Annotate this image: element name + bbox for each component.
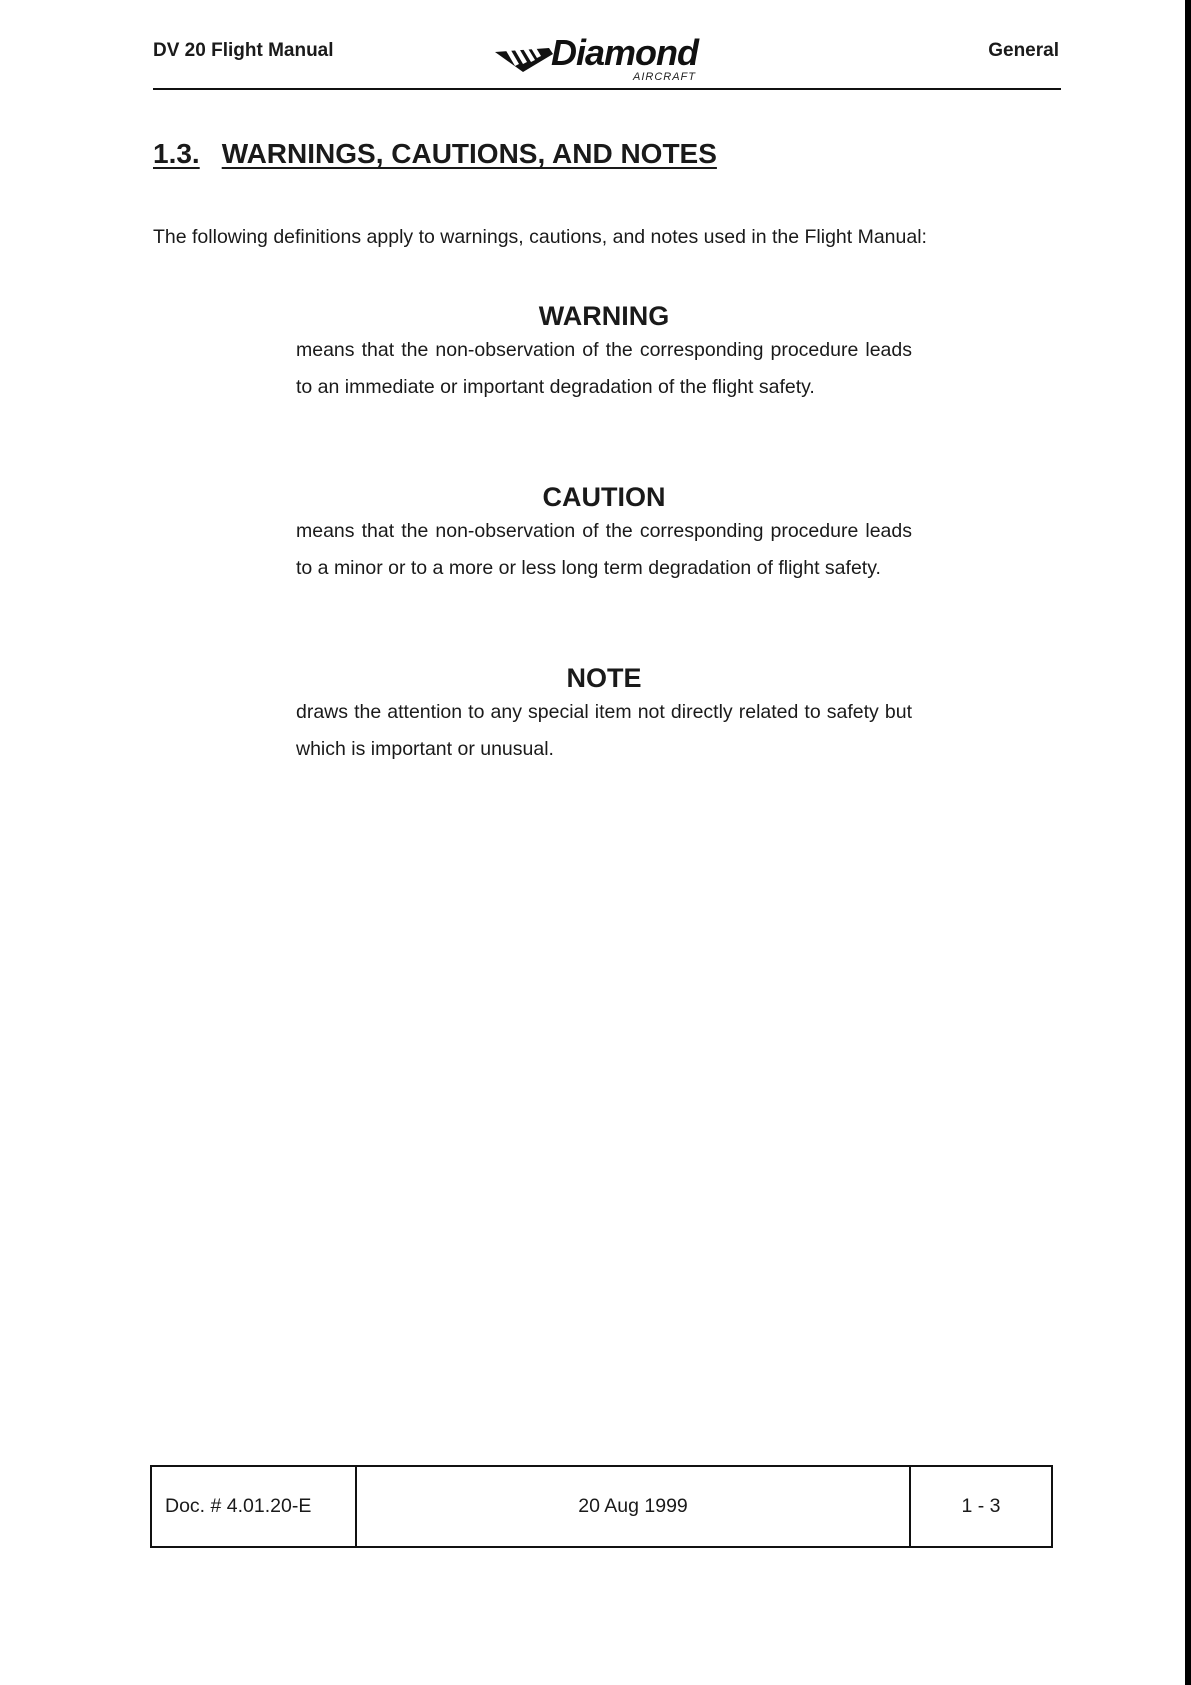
definition-text: means that the non-observation of the corresponding procedure leads to a minor or to a more or less long term degradation of flight safety. xyxy=(296,520,912,579)
diamond-wing-logo-icon xyxy=(493,34,555,74)
section-name: General xyxy=(988,40,1059,61)
page-edge xyxy=(1185,0,1191,1685)
page-header xyxy=(153,30,1061,88)
intro-paragraph: The following definitions apply to warnings, cautions, and notes used in the Flight Manual: xyxy=(153,226,927,248)
page-footer xyxy=(150,1465,1053,1548)
header-divider xyxy=(153,88,1061,90)
section-number: 1.3. xyxy=(153,138,200,169)
definition-note xyxy=(296,662,912,767)
definition-text: draws the attention to any special item not directly related to safety but which is important or unusual. xyxy=(296,701,912,760)
definition-term: NOTE xyxy=(566,663,642,693)
revision-date: 20 Aug 1999 xyxy=(356,1466,910,1547)
logo-word: Diamond xyxy=(551,32,699,73)
definition-term: CAUTION xyxy=(542,482,666,512)
section-heading: WARNINGS, CAUTIONS, AND NOTES xyxy=(221,138,717,169)
diamond-aircraft-logo xyxy=(493,30,723,86)
doc-number: Doc. # 4.01.20-E xyxy=(151,1466,356,1547)
logo-subtitle: AIRCRAFT xyxy=(633,71,696,83)
section-title xyxy=(153,138,717,170)
definition-warning xyxy=(296,300,912,405)
definition-text: means that the non-observation of the corresponding procedure leads to an immediate or important degradation of the flight safety. xyxy=(296,339,912,398)
definition-caution xyxy=(296,481,912,586)
definition-term: WARNING xyxy=(538,301,670,331)
page-number: 1 - 3 xyxy=(910,1466,1052,1547)
manual-title: DV 20 Flight Manual xyxy=(153,40,334,61)
